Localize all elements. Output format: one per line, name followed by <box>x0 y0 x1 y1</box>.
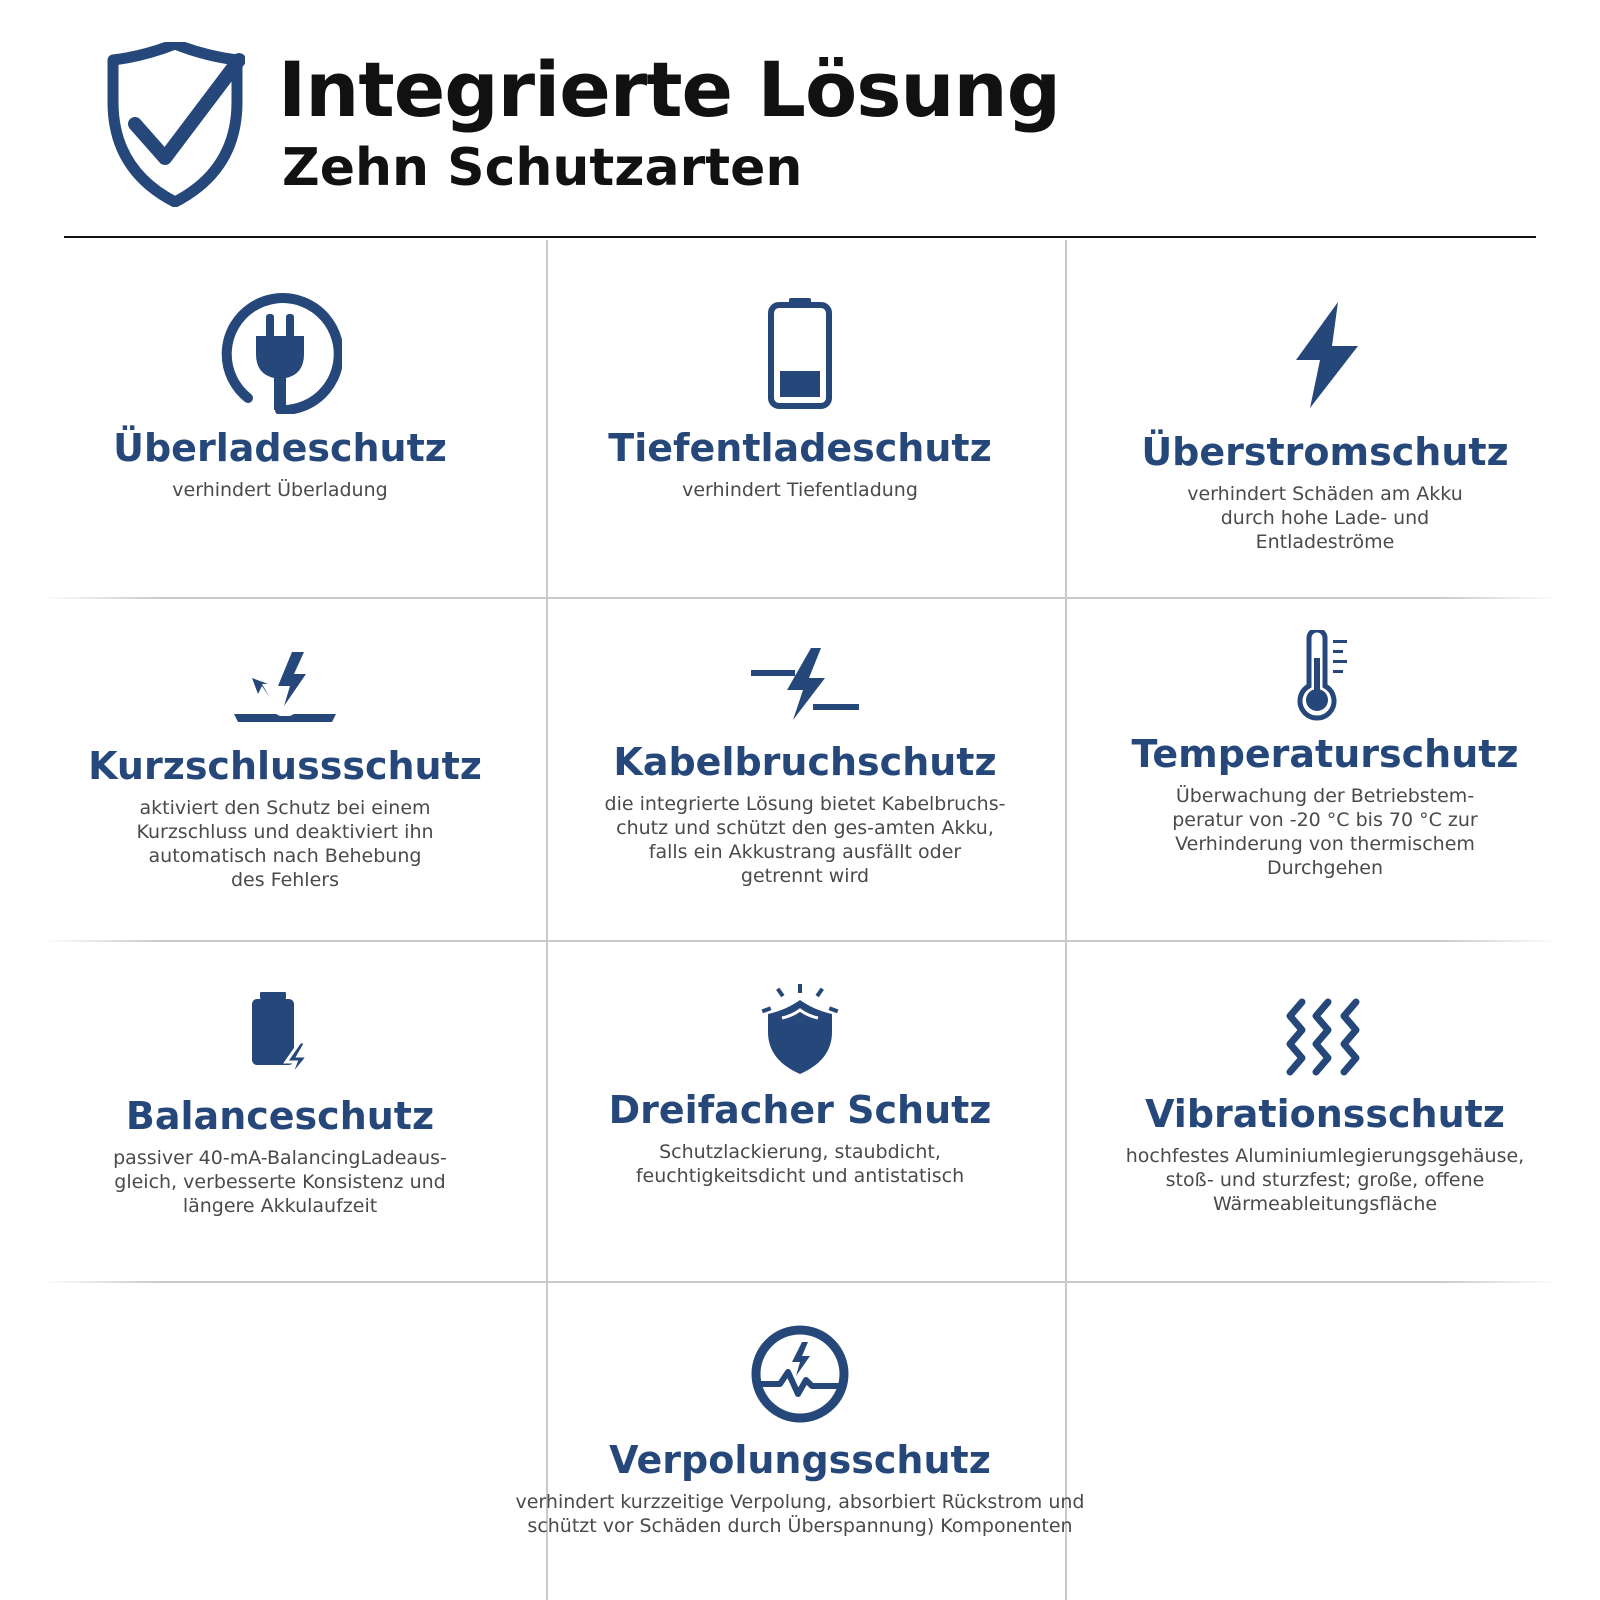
feature-title: Dreifacher Schutz <box>608 1088 992 1132</box>
grid-divider <box>40 940 1560 942</box>
feature-description: verhindert Schäden am Akku durch hohe Lade- und Entladeströme <box>1187 482 1463 553</box>
shield-alert-icon <box>758 984 842 1076</box>
feature-description: verhindert Überladung <box>172 478 388 501</box>
feature-description: Schutzlackierung, staubdicht, feuchtigkeitsdicht und antistatisch <box>635 1140 965 1187</box>
short-circuit-icon <box>230 650 340 722</box>
feature-title: Überladeschutz <box>113 426 447 470</box>
broken-cable-icon <box>749 646 861 722</box>
feature-description: verhindert kurzzeitige Verpolung, absorbiert Rückstrom und schützt vor Schäden durch Überspannung) Komponenten <box>515 1490 1085 1537</box>
feature-overcurrent <box>1080 300 1570 554</box>
feature-short-circuit <box>40 650 530 892</box>
thermometer-icon <box>1297 630 1353 722</box>
feature-title: Verpolungsschutz <box>609 1438 991 1482</box>
feature-title: Balanceschutz <box>125 1094 435 1138</box>
feature-cable-break <box>560 646 1050 888</box>
battery-bolt-icon <box>248 990 312 1080</box>
feature-title: Kabelbruchschutz <box>613 740 997 784</box>
vibration-icon <box>1284 998 1366 1078</box>
grid-divider <box>40 597 1560 599</box>
feature-description: verhindert Tiefentladung <box>682 478 918 501</box>
shield-check-icon <box>105 42 245 207</box>
feature-balance <box>40 990 520 1218</box>
feature-description: die integrierte Lösung bietet Kabelbruchs- chutz und schützt den ges-amten Akku, falls ein Akkustrang ausfällt oder getrennt wird <box>604 792 1006 887</box>
feature-triple-protection <box>560 984 1040 1188</box>
feature-title: Temperaturschutz <box>1131 732 1519 776</box>
plug-icon <box>218 290 342 414</box>
feature-overcharge <box>40 290 520 502</box>
page-subtitle: Zehn Schutzarten <box>282 138 803 198</box>
feature-description: hochfestes Aluminiumlegierungsgehäuse, stoß- und sturzfest; große, offene Wärmeableitungsfläche <box>1125 1144 1525 1215</box>
feature-temperature <box>1080 630 1570 880</box>
grid-divider <box>40 1281 1560 1283</box>
feature-description: aktiviert den Schutz bei einem Kurzschluss und deaktiviert ihn automatisch nach Behebung des Fehlers <box>136 796 434 891</box>
feature-reverse-polarity <box>460 1324 1140 1538</box>
feature-description: passiver 40-mA-BalancingLadeaus- gleich, verbesserte Konsistenz und längere Akkulaufzeit <box>113 1146 447 1217</box>
lightning-icon <box>1290 300 1360 410</box>
header-divider <box>64 236 1536 238</box>
feature-title: Überstromschutz <box>1141 430 1509 474</box>
feature-title: Vibrationsschutz <box>1145 1092 1505 1136</box>
feature-deep-discharge <box>560 296 1040 502</box>
feature-title: Tiefentladeschutz <box>608 426 992 470</box>
battery-low-icon <box>767 296 833 410</box>
feature-description: Überwachung der Betriebstem- peratur von -20 °C bis 70 °C zur Verhinderung von thermischem Durchgehen <box>1172 784 1478 879</box>
page-title: Integrierte Lösung <box>278 45 1061 134</box>
feature-vibration <box>1080 998 1570 1216</box>
feature-title: Kurzschlussschutz <box>88 744 482 788</box>
reverse-polarity-icon <box>750 1324 850 1424</box>
